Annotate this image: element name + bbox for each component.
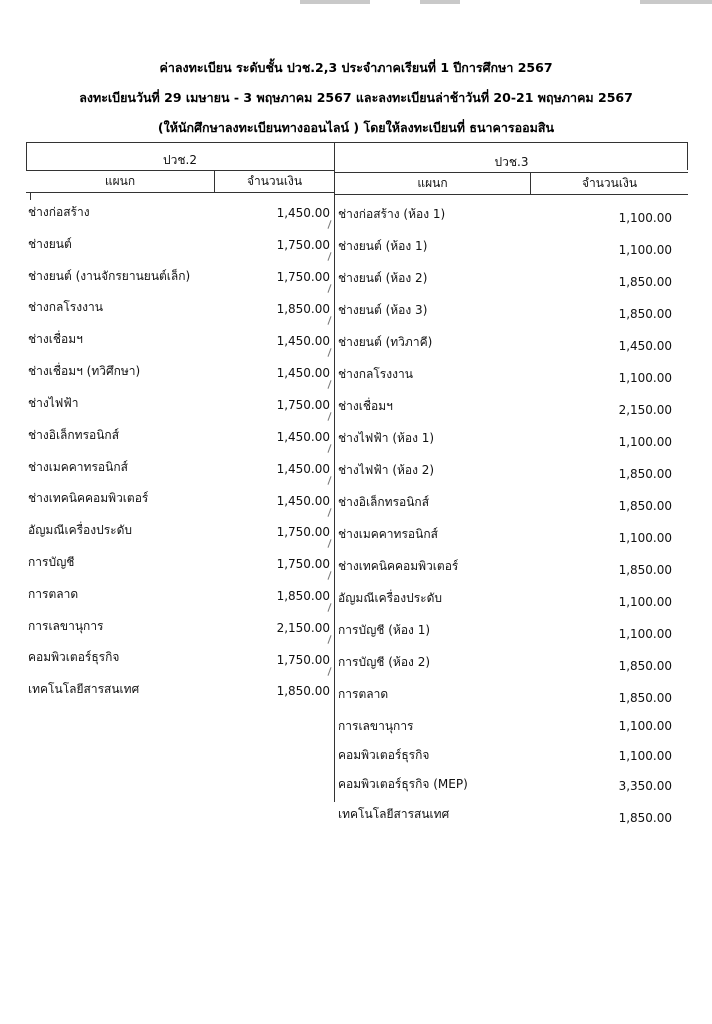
pvc3-dept-header: แผนก [417,176,448,190]
pvc3-amount: 2,150.00 [618,403,672,417]
scan-mark [640,0,712,4]
pvc3-amount: 1,100.00 [618,595,672,609]
group-divider [334,142,335,802]
registration-note: (ให้นักศึกษาลงทะเบียนทางออนไลน์ ) โดยให้ลงทะเบียนที่ ธนาคารออมสิน [157,120,555,135]
pvc2-amount: 1,850.00 [276,302,330,316]
pvc2-dept: ช่างเชื่อมฯ (ทวิศึกษา) [28,364,141,378]
pvc2-dept: ช่างเมคคาทรอนิกส์ [28,460,128,474]
pvc2-amount: 1,450.00 [276,430,330,444]
pvc3-dept: ช่างอิเล็กทรอนิกส์ [338,495,430,509]
pvc2-amount: 1,450.00 [276,366,330,380]
registration-dates: ลงทะเบียนวันที่ 29 เมษายน - 3 พฤษภาคม 2567 และลงทะเบียนล่าช้าวันที่ 20-21 พฤษภาคม 2567 [79,90,633,105]
pvc3-amount: 3,350.00 [618,779,672,793]
pvc2-amount: 1,450.00 [276,494,330,508]
pvc3-header-bottom [335,194,688,195]
pvc3-amount: 1,100.00 [618,435,672,449]
pvc3-amount: 1,850.00 [618,307,672,321]
pvc2-amount: 1,750.00 [276,270,330,284]
pvc2-amount: 1,850.00 [276,684,330,698]
pvc2-dept: ช่างเชื่อมฯ [28,332,83,346]
pvc3-amount: 1,100.00 [618,627,672,641]
pvc3-amount: 1,850.00 [618,691,672,705]
pvc2-amount: 2,150.00 [276,621,330,635]
pvc2-dept: ช่างก่อสร้าง [28,205,90,219]
pvc2-amount: 1,450.00 [276,462,330,476]
pvc2-amount: 1,750.00 [276,557,330,571]
pvc2-dept: อัญมณีเครื่องประดับ [28,523,133,537]
pvc2-amount: 1,850.00 [276,589,330,603]
pvc3-amount: 1,100.00 [618,211,672,225]
pvc2-amount: 1,450.00 [276,334,330,348]
pvc3-dept: ช่างยนต์ (ห้อง 2) [338,271,428,285]
pvc3-amount: 1,100.00 [618,243,672,257]
pvc3-dept: การเลขานุการ [338,719,414,733]
pvc2-title: ปวช.2 [163,153,197,167]
pvc3-dept: ช่างยนต์ (ห้อง 3) [338,303,428,317]
pvc3-amount: 1,850.00 [618,275,672,289]
pvc2-dept: การบัญชี [28,555,75,569]
pvc3-amount: 1,850.00 [618,659,672,673]
pvc3-dept: เทคโนโลยีสารสนเทศ [338,807,450,821]
pvc2-dept-header: แผนก [104,174,136,188]
pvc2-dept: การเลขานุการ [28,619,104,633]
pvc3-dept: ช่างยนต์ (ห้อง 1) [338,239,428,253]
pvc3-dept: ช่างก่อสร้าง (ห้อง 1) [338,207,446,221]
pvc3-amount: 1,100.00 [618,719,672,733]
pvc2-dept: การตลาด [28,587,79,601]
pvc2-amount-header: จำนวนเงิน [246,174,303,188]
pvc2-group [26,142,334,170]
pvc3-amount: 1,850.00 [618,811,672,825]
pvc2-amount: 1,750.00 [276,238,330,252]
pvc3-amount: 1,450.00 [618,339,672,353]
pvc2-dept: ช่างเทคนิคคอมพิวเตอร์ [28,491,149,505]
pvc2-dept: ช่างอิเล็กทรอนิกส์ [28,428,120,442]
scan-mark [420,0,460,4]
table-left-stub [30,192,31,200]
pvc3-dept: ช่างกลโรงงาน [338,367,413,381]
pvc2-amount: 1,450.00 [276,206,330,220]
pvc3-amount: 1,850.00 [618,467,672,481]
pvc3-dept: การบัญชี (ห้อง 1) [338,623,431,637]
pvc3-dept: ช่างยนต์ (ทวิภาคี) [338,335,433,349]
pvc3-group-bottom [335,172,688,173]
pvc2-dept: ช่างยนต์ [28,237,72,251]
pvc3-amount: 1,850.00 [618,499,672,513]
pvc3-amount-header: จำนวนเงิน [581,176,638,190]
doc-title: ค่าลงทะเบียน ระดับชั้น ปวช.2,3 ประจำภาคเรียนที่ 1 ปีการศึกษา 2567 [159,60,553,75]
pvc3-dept: ช่างเทคนิคคอมพิวเตอร์ [338,559,459,573]
pvc2-dept: ช่างไฟฟ้า [28,396,79,410]
pvc3-group [335,142,688,170]
pvc3-dept: คอมพิวเตอร์ธุรกิจ [338,748,430,762]
pvc2-dept: ช่างยนต์ (งานจักรยานยนต์เล็ก) [28,269,191,283]
pvc3-dept: ช่างเชื่อมฯ [338,399,393,413]
pvc3-dept: ช่างไฟฟ้า (ห้อง 2) [338,463,435,477]
pvc3-amount: 1,100.00 [618,749,672,763]
pvc2-amount: 1,750.00 [276,525,330,539]
pvc2-header-bottom [26,192,334,193]
pvc2-dept: คอมพิวเตอร์ธุรกิจ [28,650,120,664]
pvc2-dept: เทคโนโลยีสารสนเทศ [28,682,140,696]
pvc3-dept: การบัญชี (ห้อง 2) [338,655,431,669]
scan-mark [300,0,370,4]
pvc3-dept: อัญมณีเครื่องประดับ [338,591,443,605]
pvc3-dept: คอมพิวเตอร์ธุรกิจ (MEP) [338,777,468,791]
pvc3-amount: 1,100.00 [618,531,672,545]
pvc3-dept: ช่างไฟฟ้า (ห้อง 1) [338,431,435,445]
pvc3-amount: 1,100.00 [618,371,672,385]
pvc2-group-bottom [26,170,334,171]
pvc2-amount: 1,750.00 [276,653,330,667]
pvc3-dept: ช่างเมคคาทรอนิกส์ [338,527,438,541]
pvc3-title: ปวช.3 [494,155,529,169]
pvc2-dept: ช่างกลโรงงาน [28,300,103,314]
pvc3-dept: การตลาด [338,687,389,701]
pvc3-amount: 1,850.00 [618,563,672,577]
pvc2-amount: 1,750.00 [276,398,330,412]
